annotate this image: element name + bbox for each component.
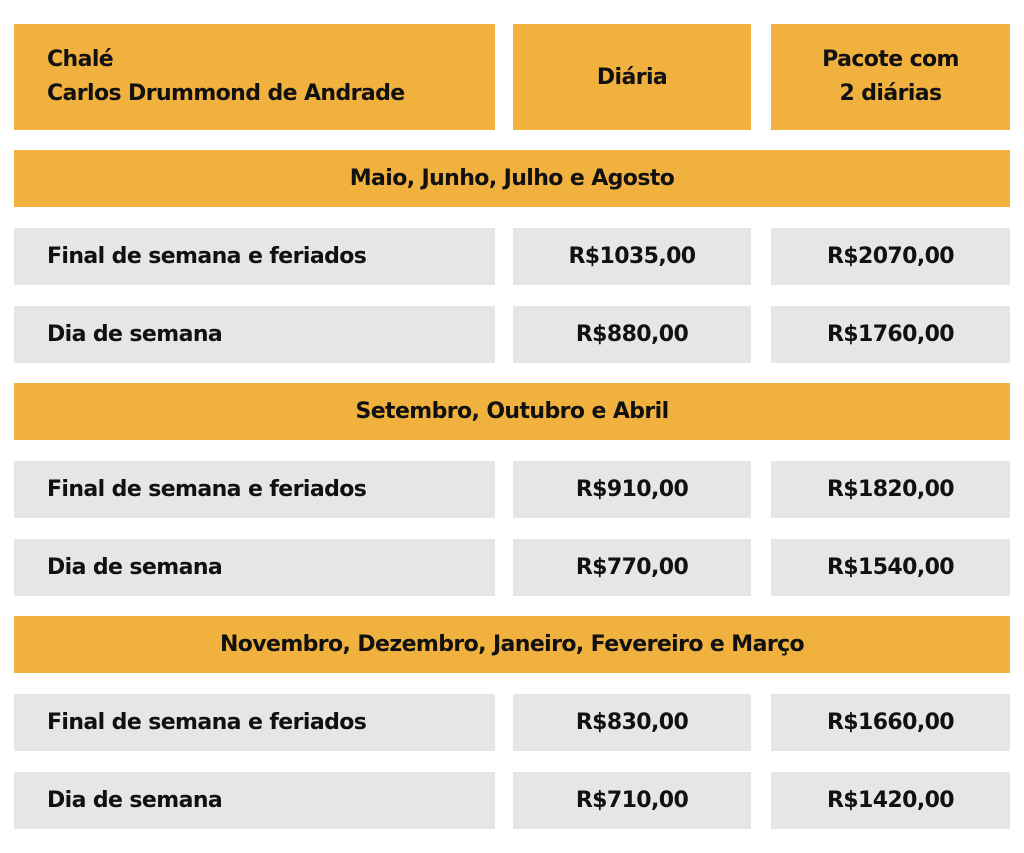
row-package-price-cell [771,228,1010,285]
row-label: Final de semana e feriados [47,244,367,269]
row-label: Final de semana e feriados [47,477,367,502]
row-label: Dia de semana [47,555,223,580]
row-label-cell [14,539,495,596]
header-chalet-name [14,24,495,130]
row-label-cell [14,228,495,285]
section-period-label: Novembro, Dezembro, Janeiro, Fevereiro e Março [219,632,805,657]
row-package-price-cell [771,694,1010,751]
row-daily-price-cell [513,306,751,363]
row-package-price: R$2070,00 [826,244,955,269]
section-period-label: Setembro, Outubro e Abril [355,399,669,424]
row-label-cell [14,772,495,829]
header-package-line1: Pacote com [822,47,959,72]
row-daily-price: R$830,00 [575,710,689,735]
row-daily-price: R$880,00 [575,322,689,347]
section-period-header [14,383,1010,440]
row-daily-price: R$910,00 [575,477,689,502]
row-daily-price-cell [513,461,751,518]
row-label: Final de semana e feriados [47,710,367,735]
row-daily-price-cell [513,539,751,596]
row-label: Dia de semana [47,788,223,813]
row-package-price: R$1660,00 [826,710,955,735]
section-period-header [14,150,1010,207]
header-package-line2: 2 diárias [839,81,942,106]
row-label: Dia de semana [47,322,223,347]
row-daily-price-cell [513,772,751,829]
row-daily-price: R$710,00 [575,788,689,813]
row-daily-price: R$770,00 [575,555,689,580]
header-title-line1: Chalé [47,47,114,72]
row-package-price-cell [771,306,1010,363]
row-package-price-cell [771,461,1010,518]
header-daily-column [513,24,751,130]
row-daily-price-cell [513,694,751,751]
header-daily-label: Diária [596,64,668,90]
row-label-cell [14,306,495,363]
section-period-header [14,616,1010,673]
row-package-price-cell [771,539,1010,596]
row-daily-price-cell [513,228,751,285]
row-package-price: R$1540,00 [826,555,955,580]
header-package-column [771,24,1010,130]
row-package-price: R$1820,00 [826,477,955,502]
section-period-label: Maio, Junho, Julho e Agosto [349,166,675,191]
row-package-price: R$1760,00 [826,322,955,347]
row-package-price: R$1420,00 [826,788,955,813]
row-package-price-cell [771,772,1010,829]
row-label-cell [14,461,495,518]
row-label-cell [14,694,495,751]
row-daily-price: R$1035,00 [568,244,696,269]
header-title-line2: Carlos Drummond de Andrade [47,81,405,106]
